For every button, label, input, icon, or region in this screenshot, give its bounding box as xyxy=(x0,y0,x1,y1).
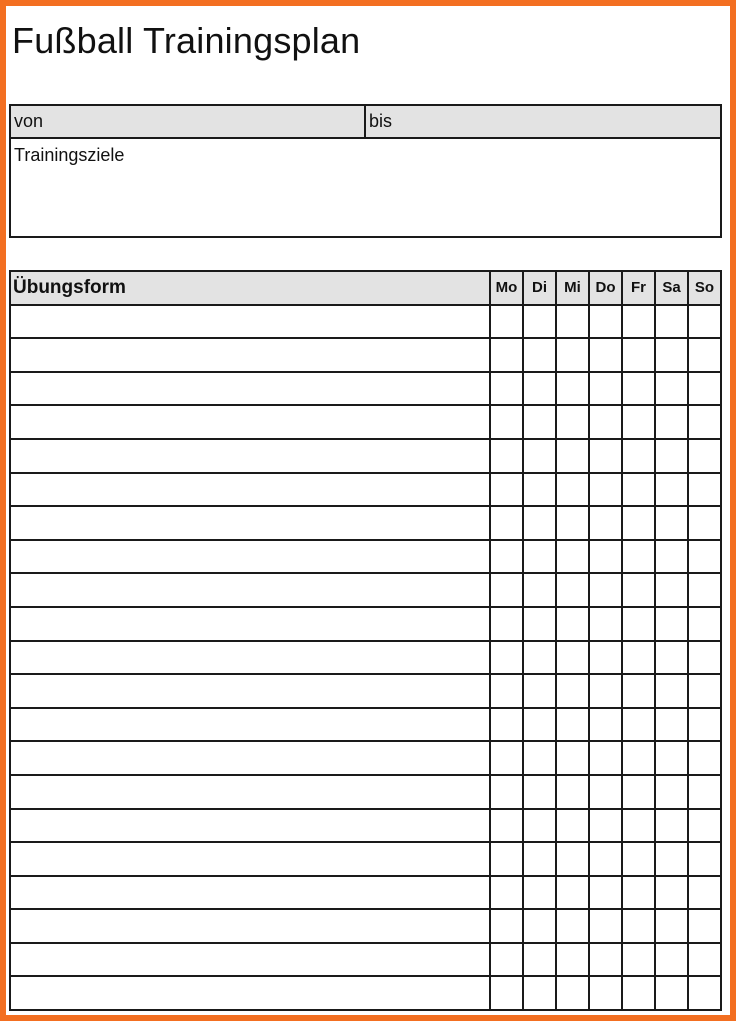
day-cell-di[interactable] xyxy=(523,809,556,843)
day-cell-di[interactable] xyxy=(523,741,556,775)
day-cell-do[interactable] xyxy=(589,809,622,843)
exercise-column-header: Übungsform xyxy=(10,271,490,305)
day-cell-so[interactable] xyxy=(688,372,721,406)
from-field[interactable] xyxy=(11,106,366,137)
day-cell-mo[interactable] xyxy=(490,305,523,339)
day-cell-fr[interactable] xyxy=(622,573,655,607)
day-cell-mi[interactable] xyxy=(556,506,589,540)
day-cell-so[interactable] xyxy=(688,573,721,607)
day-cell-mo[interactable] xyxy=(490,607,523,641)
exercise-cell[interactable] xyxy=(10,909,490,943)
exercise-cell[interactable] xyxy=(10,876,490,910)
day-cell-sa[interactable] xyxy=(655,943,688,977)
day-cell-mi[interactable] xyxy=(556,674,589,708)
day-cell-mi[interactable] xyxy=(556,305,589,339)
exercise-cell[interactable] xyxy=(10,405,490,439)
table-row xyxy=(10,338,721,372)
day-cell-do[interactable] xyxy=(589,506,622,540)
table-row xyxy=(10,607,721,641)
table-row xyxy=(10,540,721,574)
day-cell-mo[interactable] xyxy=(490,876,523,910)
day-cell-sa[interactable] xyxy=(655,842,688,876)
day-cell-mi[interactable] xyxy=(556,573,589,607)
day-cell-di[interactable] xyxy=(523,708,556,742)
day-cell-do[interactable] xyxy=(589,674,622,708)
day-cell-di[interactable] xyxy=(523,842,556,876)
to-field[interactable] xyxy=(366,106,720,137)
exercise-table-body xyxy=(10,305,721,1010)
day-cell-mo[interactable] xyxy=(490,573,523,607)
day-cell-so[interactable] xyxy=(688,540,721,574)
day-cell-fr[interactable] xyxy=(622,674,655,708)
day-cell-di[interactable] xyxy=(523,674,556,708)
day-cell-di[interactable] xyxy=(523,641,556,675)
day-cell-sa[interactable] xyxy=(655,372,688,406)
day-cell-do[interactable] xyxy=(589,741,622,775)
info-block xyxy=(9,104,722,238)
day-cell-sa[interactable] xyxy=(655,775,688,809)
table-row xyxy=(10,305,721,339)
day-cell-sa[interactable] xyxy=(655,809,688,843)
day-cell-fr[interactable] xyxy=(622,775,655,809)
table-row xyxy=(10,708,721,742)
day-header-do: Do xyxy=(589,271,622,305)
day-cell-do[interactable] xyxy=(589,943,622,977)
day-cell-so[interactable] xyxy=(688,775,721,809)
day-cell-fr[interactable] xyxy=(622,708,655,742)
exercise-cell[interactable] xyxy=(10,473,490,507)
table-row xyxy=(10,842,721,876)
exercise-table xyxy=(9,270,722,1011)
day-cell-fr[interactable] xyxy=(622,540,655,574)
day-cell-mo[interactable] xyxy=(490,809,523,843)
day-cell-so[interactable] xyxy=(688,338,721,372)
day-cell-di[interactable] xyxy=(523,876,556,910)
table-header-row xyxy=(10,271,721,305)
day-cell-mi[interactable] xyxy=(556,809,589,843)
to-label: bis xyxy=(369,111,393,131)
day-cell-so[interactable] xyxy=(688,909,721,943)
day-cell-do[interactable] xyxy=(589,540,622,574)
day-cell-sa[interactable] xyxy=(655,405,688,439)
day-cell-mi[interactable] xyxy=(556,405,589,439)
day-cell-mo[interactable] xyxy=(490,372,523,406)
day-cell-so[interactable] xyxy=(688,607,721,641)
table-row xyxy=(10,372,721,406)
day-cell-do[interactable] xyxy=(589,708,622,742)
day-cell-sa[interactable] xyxy=(655,708,688,742)
day-cell-mi[interactable] xyxy=(556,641,589,675)
day-header-fr: Fr xyxy=(622,271,655,305)
table-row xyxy=(10,674,721,708)
day-cell-di[interactable] xyxy=(523,573,556,607)
day-cell-do[interactable] xyxy=(589,372,622,406)
day-cell-fr[interactable] xyxy=(622,439,655,473)
day-cell-mi[interactable] xyxy=(556,842,589,876)
day-cell-so[interactable] xyxy=(688,876,721,910)
exercise-cell[interactable] xyxy=(10,842,490,876)
day-cell-so[interactable] xyxy=(688,809,721,843)
table-row xyxy=(10,641,721,675)
exercise-cell[interactable] xyxy=(10,338,490,372)
exercise-cell[interactable] xyxy=(10,674,490,708)
day-cell-so[interactable] xyxy=(688,943,721,977)
table-row xyxy=(10,943,721,977)
day-cell-do[interactable] xyxy=(589,976,622,1010)
day-cell-di[interactable] xyxy=(523,405,556,439)
day-cell-mi[interactable] xyxy=(556,708,589,742)
day-cell-sa[interactable] xyxy=(655,473,688,507)
day-cell-mo[interactable] xyxy=(490,506,523,540)
day-cell-mi[interactable] xyxy=(556,439,589,473)
day-cell-di[interactable] xyxy=(523,775,556,809)
day-cell-sa[interactable] xyxy=(655,573,688,607)
day-cell-fr[interactable] xyxy=(622,943,655,977)
day-cell-mi[interactable] xyxy=(556,372,589,406)
exercise-cell[interactable] xyxy=(10,708,490,742)
day-header-mo: Mo xyxy=(490,271,523,305)
day-cell-mi[interactable] xyxy=(556,338,589,372)
day-cell-do[interactable] xyxy=(589,607,622,641)
day-cell-do[interactable] xyxy=(589,305,622,339)
table-row xyxy=(10,506,721,540)
day-cell-fr[interactable] xyxy=(622,506,655,540)
day-header-mi: Mi xyxy=(556,271,589,305)
exercise-cell[interactable] xyxy=(10,372,490,406)
day-cell-mi[interactable] xyxy=(556,909,589,943)
day-cell-fr[interactable] xyxy=(622,741,655,775)
table-row xyxy=(10,405,721,439)
day-cell-sa[interactable] xyxy=(655,540,688,574)
day-cell-do[interactable] xyxy=(589,876,622,910)
date-range-row xyxy=(11,106,720,139)
exercise-cell[interactable] xyxy=(10,540,490,574)
day-header-so: So xyxy=(688,271,721,305)
day-cell-mo[interactable] xyxy=(490,439,523,473)
day-cell-fr[interactable] xyxy=(622,641,655,675)
day-cell-so[interactable] xyxy=(688,473,721,507)
day-cell-sa[interactable] xyxy=(655,338,688,372)
day-cell-fr[interactable] xyxy=(622,372,655,406)
day-cell-sa[interactable] xyxy=(655,506,688,540)
table-row xyxy=(10,573,721,607)
day-cell-fr[interactable] xyxy=(622,809,655,843)
day-cell-mo[interactable] xyxy=(490,674,523,708)
goals-label: Trainingsziele xyxy=(14,145,125,165)
day-cell-so[interactable] xyxy=(688,506,721,540)
table-row xyxy=(10,775,721,809)
day-cell-di[interactable] xyxy=(523,506,556,540)
table-row xyxy=(10,741,721,775)
day-cell-sa[interactable] xyxy=(655,741,688,775)
day-header-di: Di xyxy=(523,271,556,305)
training-plan-sheet xyxy=(6,6,730,1015)
day-cell-sa[interactable] xyxy=(655,439,688,473)
day-cell-do[interactable] xyxy=(589,573,622,607)
day-cell-di[interactable] xyxy=(523,338,556,372)
table-row xyxy=(10,909,721,943)
day-cell-fr[interactable] xyxy=(622,876,655,910)
day-cell-so[interactable] xyxy=(688,305,721,339)
day-cell-mo[interactable] xyxy=(490,909,523,943)
day-cell-sa[interactable] xyxy=(655,641,688,675)
day-cell-do[interactable] xyxy=(589,775,622,809)
day-cell-so[interactable] xyxy=(688,708,721,742)
day-cell-di[interactable] xyxy=(523,909,556,943)
goals-field[interactable] xyxy=(11,139,720,172)
day-cell-do[interactable] xyxy=(589,842,622,876)
day-cell-mo[interactable] xyxy=(490,775,523,809)
day-cell-sa[interactable] xyxy=(655,876,688,910)
day-cell-di[interactable] xyxy=(523,540,556,574)
day-cell-mo[interactable] xyxy=(490,338,523,372)
day-cell-mi[interactable] xyxy=(556,540,589,574)
day-cell-mi[interactable] xyxy=(556,741,589,775)
table-row xyxy=(10,473,721,507)
day-cell-mi[interactable] xyxy=(556,943,589,977)
day-cell-so[interactable] xyxy=(688,976,721,1010)
table-row xyxy=(10,876,721,910)
day-cell-fr[interactable] xyxy=(622,305,655,339)
day-cell-mo[interactable] xyxy=(490,842,523,876)
day-cell-mi[interactable] xyxy=(556,473,589,507)
day-cell-fr[interactable] xyxy=(622,976,655,1010)
exercise-cell[interactable] xyxy=(10,809,490,843)
day-cell-di[interactable] xyxy=(523,439,556,473)
exercise-cell[interactable] xyxy=(10,607,490,641)
day-cell-so[interactable] xyxy=(688,741,721,775)
day-cell-di[interactable] xyxy=(523,473,556,507)
day-cell-so[interactable] xyxy=(688,405,721,439)
exercise-cell[interactable] xyxy=(10,305,490,339)
day-cell-do[interactable] xyxy=(589,439,622,473)
table-row xyxy=(10,809,721,843)
day-cell-mi[interactable] xyxy=(556,976,589,1010)
day-cell-fr[interactable] xyxy=(622,473,655,507)
day-cell-sa[interactable] xyxy=(655,909,688,943)
day-cell-di[interactable] xyxy=(523,305,556,339)
page-title: Fußball Trainingsplan xyxy=(12,20,361,61)
table-row xyxy=(10,976,721,1010)
day-cell-do[interactable] xyxy=(589,338,622,372)
exercise-cell[interactable] xyxy=(10,775,490,809)
day-cell-do[interactable] xyxy=(589,473,622,507)
day-cell-fr[interactable] xyxy=(622,338,655,372)
day-cell-sa[interactable] xyxy=(655,976,688,1010)
day-cell-di[interactable] xyxy=(523,943,556,977)
day-cell-mi[interactable] xyxy=(556,775,589,809)
day-cell-so[interactable] xyxy=(688,439,721,473)
day-cell-di[interactable] xyxy=(523,372,556,406)
day-cell-so[interactable] xyxy=(688,842,721,876)
exercise-cell[interactable] xyxy=(10,506,490,540)
table-row xyxy=(10,439,721,473)
day-cell-mi[interactable] xyxy=(556,607,589,641)
day-cell-do[interactable] xyxy=(589,641,622,675)
day-header-sa: Sa xyxy=(655,271,688,305)
day-cell-do[interactable] xyxy=(589,909,622,943)
exercise-cell[interactable] xyxy=(10,943,490,977)
day-cell-di[interactable] xyxy=(523,607,556,641)
day-cell-so[interactable] xyxy=(688,641,721,675)
day-cell-fr[interactable] xyxy=(622,909,655,943)
day-cell-so[interactable] xyxy=(688,674,721,708)
day-cell-mo[interactable] xyxy=(490,540,523,574)
day-cell-mo[interactable] xyxy=(490,943,523,977)
day-cell-mo[interactable] xyxy=(490,741,523,775)
day-cell-mo[interactable] xyxy=(490,473,523,507)
day-cell-di[interactable] xyxy=(523,976,556,1010)
day-cell-sa[interactable] xyxy=(655,607,688,641)
day-cell-mo[interactable] xyxy=(490,405,523,439)
day-cell-mo[interactable] xyxy=(490,641,523,675)
day-cell-fr[interactable] xyxy=(622,607,655,641)
day-cell-fr[interactable] xyxy=(622,842,655,876)
day-cell-fr[interactable] xyxy=(622,405,655,439)
exercise-cell[interactable] xyxy=(10,976,490,1010)
exercise-cell[interactable] xyxy=(10,641,490,675)
day-cell-do[interactable] xyxy=(589,405,622,439)
day-cell-mo[interactable] xyxy=(490,976,523,1010)
day-cell-mo[interactable] xyxy=(490,708,523,742)
exercise-cell[interactable] xyxy=(10,439,490,473)
exercise-cell[interactable] xyxy=(10,573,490,607)
day-cell-mi[interactable] xyxy=(556,876,589,910)
from-label: von xyxy=(14,111,44,131)
day-cell-sa[interactable] xyxy=(655,305,688,339)
day-cell-sa[interactable] xyxy=(655,674,688,708)
exercise-cell[interactable] xyxy=(10,741,490,775)
